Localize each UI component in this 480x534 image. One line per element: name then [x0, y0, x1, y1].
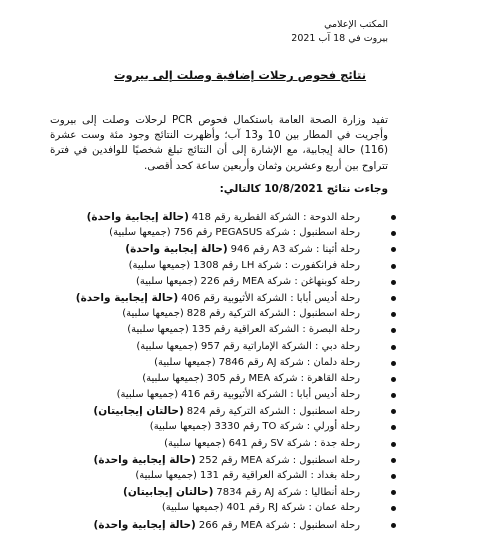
flight-description: رحلة عمان : شركة RJ رقم 401: [226, 502, 360, 514]
bullet-icon: [391, 280, 396, 285]
flight-description: رحلة جدة : شركة SV رقم 641: [228, 437, 360, 449]
list-item: [0, 371, 396, 387]
flight-description: رحلة فرانكفورت : شركة LH رقم 1308: [193, 259, 360, 271]
flight-description: رحلة اسطنبول : الشركة التركية رقم 824: [186, 406, 360, 418]
flight-result: (جميعها سلبية): [116, 389, 179, 401]
issue-date: بيروت في 18 آب 2021: [291, 33, 388, 44]
bullet-icon: [391, 215, 396, 220]
list-item: [0, 452, 396, 468]
flight-description: رحلة دبي : الشركة الإماراتية رقم 957: [200, 340, 360, 352]
list-item: [0, 419, 396, 435]
bullet-icon: [391, 393, 396, 398]
flight-description: رحلة أنطاليا : شركة AJ رقم 7834: [216, 487, 360, 499]
flight-result: (حالتان إيجابيتان): [123, 486, 214, 499]
flight-results-list: [0, 209, 396, 533]
bullet-icon: [391, 409, 396, 414]
intro-paragraph: تفيد وزارة الصحة العامة باستكمال فحوص PCR لرحلات وصلت إلى بيروت وأجريت في المطار بين 10 و13 آب؛ وأظهرت النتائج وجود مئة وست عشرة (116) حالة إيجابية، مع الإشارة إلى أن النتائج تبلغ شخصيًا للوافدين في فترة تتراوح بين أربع وعشرين وثمان وأربعين ساعة كحد أقصى.: [50, 114, 388, 172]
list-item: [0, 484, 396, 500]
list-item: [0, 387, 396, 403]
list-item: [0, 500, 396, 516]
bullet-icon: [391, 490, 396, 495]
list-item: [0, 241, 396, 257]
flight-description: رحلة اسطنبول : شركة MEA رقم 266: [198, 519, 360, 531]
flight-description: رحلة الدوحة : الشركة القطرية رقم 418: [191, 212, 360, 223]
flight-description: رحلة اسطنبول : الشركة التركية رقم 828: [186, 308, 360, 320]
bullet-icon: [391, 296, 396, 301]
bullet-icon: [391, 377, 396, 382]
list-item: [0, 306, 396, 322]
flight-result: (جميعها سلبية): [142, 372, 204, 384]
flight-result: (جميعها سلبية): [164, 437, 226, 449]
flight-result: (حالة إيجابية واحدة): [93, 518, 196, 531]
bullet-icon: [391, 361, 396, 366]
flight-description: رحلة أثينا : شركة A3 رقم 946: [230, 244, 360, 256]
list-item: [0, 258, 396, 274]
flight-result: (جميعها سلبية): [135, 470, 197, 481]
flight-description: رحلة أورلي : شركة TO رقم 3330: [214, 421, 360, 433]
flight-result: (جميعها سلبية): [161, 502, 224, 514]
bullet-icon: [391, 442, 396, 447]
press-office-label: المكتب الإعلامي: [324, 19, 388, 30]
flight-result: (حالتان إيجابيتان): [93, 405, 184, 418]
flight-result: (جميعها سلبية): [127, 324, 189, 336]
flight-result: (جميعها سلبية): [128, 259, 191, 271]
flight-description: رحلة أديس أبابا : الشركة الأثيوبية رقم 406: [181, 292, 360, 304]
list-item: [0, 274, 396, 290]
flight-description: رحلة البصرة : الشركة العراقية رقم 135: [191, 324, 360, 336]
flight-result: (حالة إيجابية واحدة): [125, 243, 228, 256]
list-item: [0, 355, 396, 371]
flight-result: (جميعها سلبية): [136, 340, 198, 352]
list-item: [0, 403, 396, 419]
list-item: [0, 209, 396, 225]
flight-result: (حالة إيجابية واحدة): [86, 211, 189, 223]
results-heading: وجاءت نتائج 10/8/2021 كالتالي:: [219, 183, 388, 195]
list-item: [0, 436, 396, 452]
list-item: [0, 290, 396, 306]
flight-result: (جميعها سلبية): [154, 356, 216, 368]
flight-result: (حالة إيجابية واحدة): [93, 453, 196, 466]
bullet-icon: [391, 458, 396, 463]
flight-description: رحلة كوبنهاغن : شركة MEA رقم 226: [200, 275, 360, 287]
flight-description: رحلة القاهرة : شركة MEA رقم 305: [206, 372, 360, 384]
flight-description: رحلة دلمان : شركة AJ رقم 7846: [218, 356, 360, 368]
flight-result: (جميعها سلبية): [149, 421, 212, 433]
list-item: [0, 225, 396, 241]
flight-description: رحلة اسطنبول : شركة PEGASUS رقم 756: [173, 227, 360, 239]
bullet-icon: [391, 474, 396, 479]
flight-result: (جميعها سلبية): [122, 308, 184, 320]
bullet-icon: [391, 264, 396, 269]
flight-result: (حالة إيجابية واحدة): [75, 291, 179, 304]
bullet-icon: [391, 345, 396, 350]
bullet-icon: [391, 231, 396, 236]
list-item: [0, 339, 396, 355]
list-item: [0, 468, 396, 484]
flight-result: (جميعها سلبية): [135, 275, 198, 287]
bullet-icon: [391, 506, 396, 511]
list-item: [0, 517, 396, 533]
bullet-icon: [391, 247, 396, 252]
bullet-icon: [391, 523, 396, 528]
flight-result: (جميعها سلبية): [109, 227, 171, 239]
list-item: [0, 322, 396, 338]
flight-description: رحلة أديس أبابا : الشركة الأثيوبية رقم 416: [181, 389, 360, 401]
bullet-icon: [391, 425, 396, 430]
flight-description: رحلة اسطنبول : شركة MEA رقم 252: [198, 454, 360, 466]
document-title: نتائج فحوص رحلات إضافية وصلت إلى بيروت: [113, 68, 367, 82]
bullet-icon: [391, 328, 396, 333]
bullet-icon: [391, 312, 396, 317]
flight-description: رحلة بغداد : الشركة العراقية رقم 131: [199, 470, 360, 481]
